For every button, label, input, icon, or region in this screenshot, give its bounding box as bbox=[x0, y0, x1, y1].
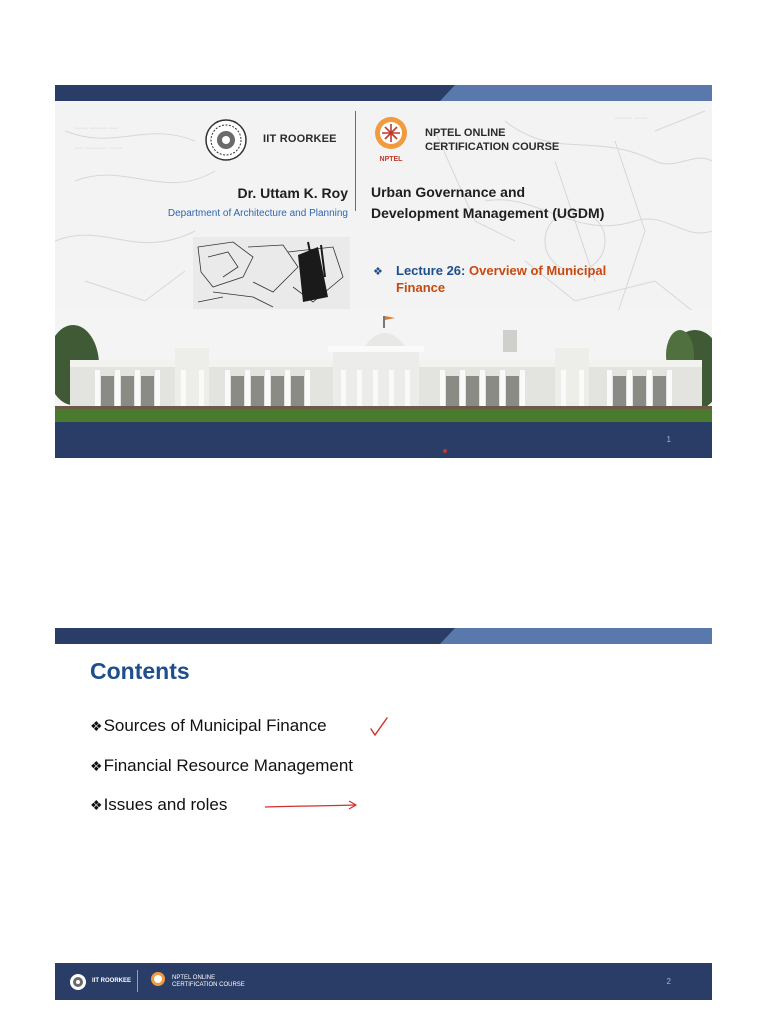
footer-nptel-line2: CERTIFICATION COURSE bbox=[172, 982, 245, 988]
iit-roorkee-logo-icon bbox=[205, 119, 247, 161]
lecture-title-line1: Overview of Municipal bbox=[469, 263, 607, 278]
nptel-title-line2: CERTIFICATION COURSE bbox=[425, 141, 560, 153]
lecture-number: Lecture 26 bbox=[396, 263, 462, 278]
list-item-text: Issues and roles bbox=[103, 795, 228, 814]
page-number: 2 bbox=[666, 977, 671, 986]
department-name: Department of Architecture and Planning bbox=[167, 208, 348, 219]
page-number: 1 bbox=[666, 435, 671, 444]
red-arrow-icon bbox=[263, 800, 359, 812]
course-title-line2: Development Management (UGDM) bbox=[371, 205, 605, 221]
bullet-diamond-icon: ❖ bbox=[90, 797, 103, 813]
course-title-line1: Urban Governance and bbox=[371, 184, 526, 200]
contents-heading: Contents bbox=[90, 658, 190, 684]
author-name: Dr. Uttam K. Roy bbox=[237, 185, 348, 201]
red-checkmark-icon bbox=[369, 716, 389, 738]
svg-text:~~ ~~~~~ ~~~: ~~ ~~~~~ ~~~ bbox=[75, 144, 123, 153]
institute-name: IIT ROORKEE bbox=[263, 133, 337, 145]
campus-building-photo bbox=[55, 310, 712, 422]
lecture-title-line2: Finance bbox=[396, 280, 446, 295]
title-slide bbox=[55, 85, 712, 458]
bullet-diamond-icon: ❖ bbox=[90, 718, 103, 734]
iit-roorkee-logo-icon bbox=[69, 973, 87, 991]
red-annotation-dot bbox=[443, 449, 447, 453]
footer-nptel-line1: NPTEL ONLINE bbox=[172, 975, 216, 981]
list-item-text: Financial Resource Management bbox=[103, 756, 354, 775]
lecture-heading bbox=[396, 263, 606, 278]
nptel-logo-icon bbox=[150, 971, 166, 991]
svg-text:~~~ ~~~~ ~~: ~~~ ~~~~ ~~ bbox=[75, 124, 118, 133]
contents-slide bbox=[55, 628, 712, 1000]
nptel-logo-caption: NPTEL bbox=[379, 156, 403, 163]
bullet-diamond-icon: ❖ bbox=[373, 266, 383, 278]
footer-bar bbox=[55, 963, 712, 1000]
footer-divider bbox=[137, 970, 138, 992]
list-item bbox=[90, 716, 327, 736]
footer-institute: IIT ROORKEE bbox=[92, 978, 132, 984]
lecture-colon: : bbox=[461, 263, 466, 278]
nptel-logo-icon bbox=[371, 115, 411, 165]
list-item-text: Sources of Municipal Finance bbox=[103, 716, 327, 735]
list-item bbox=[90, 795, 227, 815]
bottom-bar bbox=[55, 422, 712, 458]
svg-text:~~~~ ~~~: ~~~~ ~~~ bbox=[615, 114, 648, 123]
header-divider bbox=[355, 111, 356, 211]
bullet-diamond-icon: ❖ bbox=[90, 758, 103, 774]
top-stripe bbox=[55, 628, 712, 644]
city-map-thumbnail bbox=[193, 237, 350, 309]
nptel-title-line1: NPTEL ONLINE bbox=[425, 127, 506, 139]
top-stripe bbox=[55, 85, 712, 101]
list-item bbox=[90, 756, 353, 776]
